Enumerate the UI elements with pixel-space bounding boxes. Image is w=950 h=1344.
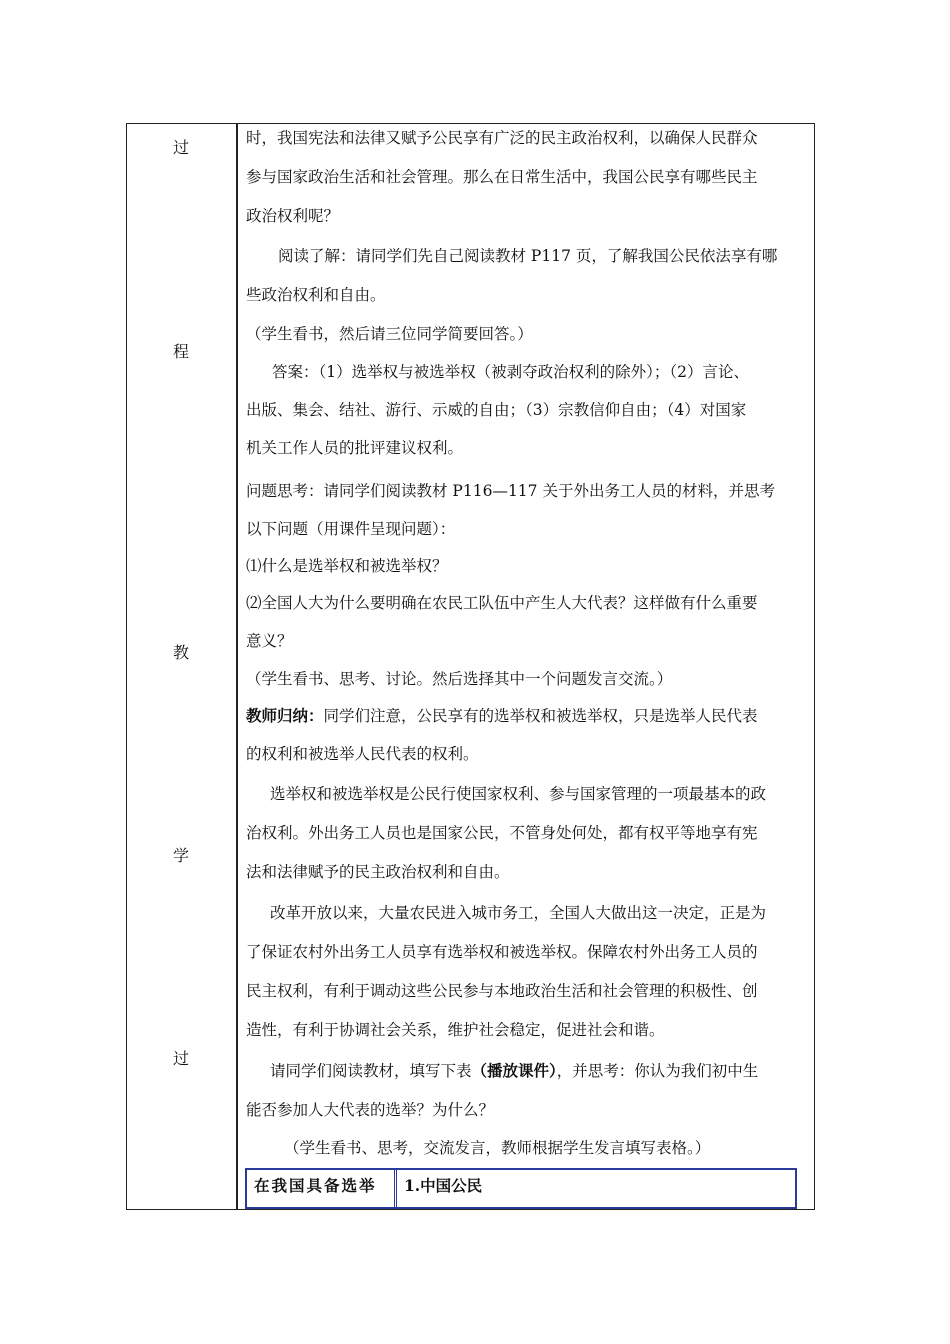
side-label: 教 (172, 643, 189, 662)
text-line: （学生看书、思考、讨论。然后选择其中一个问题发言交流。） (246, 670, 673, 688)
text-line: 意义？ (246, 632, 293, 650)
text-line: 能否参加人大代表的选举？为什么？ (246, 1101, 495, 1119)
text-line: 造性，有利于协调社会关系，维护社会稳定，促进社会和谐。 (246, 1021, 665, 1039)
text-line: 了保证农村外出务工人员享有选举权和被选举权。保障农村外出务工人员的 (246, 943, 758, 961)
text-line: 阅读了解：请同学们先自己阅读教材 P117 页，了解我国公民依法享有哪 (278, 247, 778, 265)
text-line: 出版、集会、结社、游行、示威的自由；（3）宗教信仰自由；（4）对国家 (246, 401, 747, 419)
text-line: 改革开放以来，大量农民进入城市务工，全国人大做出这一决定，正是为 (270, 904, 767, 922)
inner-table-header-cell: 在我国具备选举 (254, 1176, 377, 1195)
text-line: 时，我国宪法和法律又赋予公民享有广泛的民主政治权利，以确保人民群众 (246, 129, 758, 147)
side-label: 过 (172, 1049, 189, 1068)
side-label: 学 (172, 846, 189, 865)
text-line: 些政治权利和自由。 (246, 286, 386, 304)
text-line: 的权利和被选举人民代表的权利。 (246, 745, 479, 763)
column-divider (236, 123, 238, 1210)
text-line: ⑴什么是选举权和被选举权？ (246, 557, 448, 575)
read-instruction-rest: ，并思考：你认为我们初中生 (556, 1062, 759, 1080)
side-label: 过 (172, 138, 189, 157)
play-slides-label: （播放课件） (471, 1061, 557, 1080)
text-line: ⑵全国人大为什么要明确在农民工队伍中产生人大代表？这样做有什么重要 (246, 594, 758, 612)
text-line: 以下问题（用课件呈现问题）： (246, 520, 456, 538)
text-line: （学生看书、思考，交流发言，教师根据学生发言填写表格。） (284, 1139, 711, 1157)
teacher-summary-label: 教师归纳： (246, 706, 324, 725)
inner-table-value-cell: 1.中国公民 (404, 1176, 483, 1195)
text-line: 政治权利呢？ (246, 207, 340, 225)
text-line: 民主权利，有利于调动这些公民参与本地政治生活和社会管理的积极性、创 (246, 982, 758, 1000)
text-line (246, 704, 758, 726)
text-line: 机关工作人员的批评建议权利。 (246, 439, 464, 457)
text-line: 治权利。外出务工人员也是国家公民，不管身处何处，都有权平等地享有宪 (246, 824, 758, 842)
inner-table-divider (394, 1168, 397, 1209)
side-label: 程 (172, 342, 189, 361)
text-line: 参与国家政治生活和社会管理。那么在日常生活中，我国公民享有哪些民主 (246, 168, 758, 186)
teacher-summary-text: 同学们注意，公民享有的选举权和被选举权，只是选举人民代表 (323, 707, 758, 725)
text-line: 法和法律赋予的民主政治权利和自由。 (246, 863, 510, 881)
read-instruction: 请同学们阅读教材，填写下表 (270, 1062, 472, 1080)
text-line (270, 1059, 758, 1081)
text-line: （学生看书，然后请三位同学简要回答。） (246, 325, 533, 343)
text-line: 选举权和被选举权是公民行使国家权利、参与国家管理的一项最基本的政 (270, 785, 767, 803)
text-line: 答案：（1）选举权与被选举权（被剥夺政治权利的除外）；（2）言论、 (272, 363, 749, 381)
text-line: 问题思考：请同学们阅读教材 P116—117 关于外出务工人员的材料，并思考 (246, 482, 775, 500)
